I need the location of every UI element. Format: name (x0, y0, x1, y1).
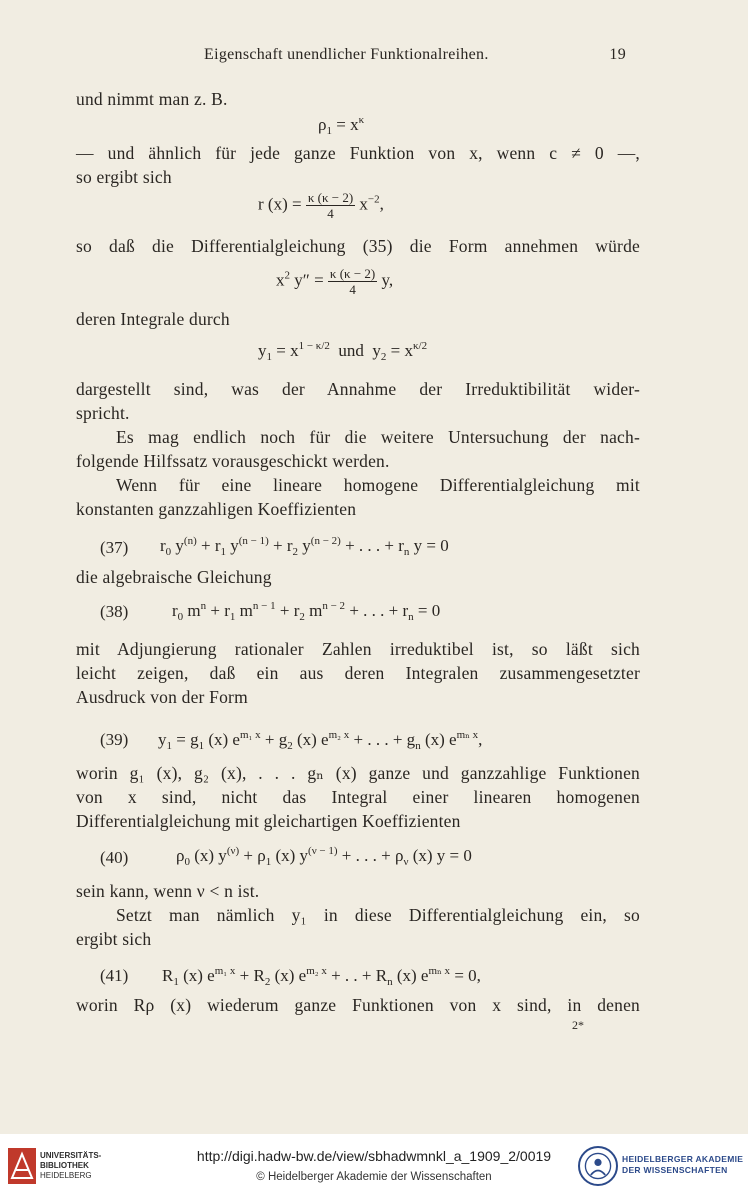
text-line: so ergibt sich (76, 167, 172, 187)
permalink-url[interactable]: http://digi.hadw-bw.de/view/sbhadwmnkl_a_1909_2/0019 (196, 1148, 552, 1164)
text-line: worin Rρ (x) wiederum ganze Funktionen von x sind, in denen (76, 995, 640, 1015)
equation-37: $r_0$ $y^{(n)} + r_1$ $y^{(n - 1)} + r_2$ $y^{(n - 2)}$ + . . . + $r_n$ y = 0 (160, 535, 449, 558)
running-title: Eigenschaft unendlicher Funktionalreihen. (204, 46, 489, 63)
text-line: konstanten ganzzahligen Koeffizienten (76, 499, 357, 519)
equation-r: r (x) = $\frac{\kappa (\kappa - 2)}{4}$ $x^{-2}$, (258, 190, 384, 221)
text-line: worin g₁ (x), g₂ (x), . . . gₙ (x) ganze und ganzzahlige Funktionen (76, 763, 640, 783)
text-line: und nimmt man z. B. (76, 89, 228, 109)
text-line: Setzt man nämlich y₁ in diese Differentialgleichung ein, so (116, 905, 640, 925)
academy-seal-icon (578, 1146, 618, 1186)
text-line: spricht. (76, 403, 130, 423)
text-line: folgende Hilfssatz vorausgeschickt werden. (76, 451, 390, 471)
copyright-notice: © Heidelberger Akademie der Wissenschaften (256, 1171, 492, 1183)
library-name: UNIVERSITÄTS- BIBLIOTHEK HEIDELBERG (40, 1151, 102, 1180)
text-line: ergibt sich (76, 929, 152, 949)
equation-number: (39) (100, 730, 129, 749)
text-line: von x sind, nicht das Integral einer linearen homogenen (76, 787, 640, 807)
text-line: sein kann, wenn ν < n ist. (76, 881, 260, 901)
equation-rho1: $\rho_1 = x^\kappa$ (318, 114, 365, 137)
footer-bar (0, 1134, 748, 1197)
text-line: Differentialgleichung mit gleichartigen Koeffizienten (76, 811, 461, 831)
text-line: Wenn für eine lineare homogene Differentialgleichung mit (116, 475, 640, 495)
equation-number: (41) (100, 966, 129, 985)
text-line: Es mag endlich noch für die weitere Untersuchung der nach- (116, 427, 640, 447)
equation-number: (38) (100, 602, 129, 621)
text-line: Ausdruck von der Form (76, 687, 248, 707)
page-number: 19 (609, 46, 626, 63)
text-line: mit Adjungierung rationaler Zahlen irreduktibel ist, so läßt sich (76, 639, 640, 659)
text-line: dargestellt sind, was der Annahme der Irreduktibilität wider- (76, 379, 640, 399)
academy-name: HEIDELBERGER AKADEMIE DER WISSENSCHAFTEN (622, 1154, 744, 1175)
equation-39: $y_1 = g_1$ (x) $e^{m_1 x} + g_2$ (x) $e^{m_2 x}$ + . . . + $g_n$ (x) $e^{m_n x}$, (158, 729, 483, 752)
equation-41: $R_1$ (x) $e^{m_1 x} + R_2$ (x) $e^{m_2 x}$ + . . + $R_n$ (x) $e^{m_n x} = 0$, (162, 965, 481, 988)
equation-y1-y2: $y_1 = x^{1 - \kappa/2}$ und $y_2 = x^{\kappa/2}$ (258, 340, 428, 363)
text-line: deren Integrale durch (76, 309, 230, 329)
equation-number: (40) (100, 848, 129, 867)
text-line: leicht zeigen, daß ein aus deren Integralen zusammengesetzter (76, 663, 640, 683)
equation-number: (37) (100, 538, 129, 557)
equation-38: $r_0$ $m^n + r_1$ $m^{n - 1} + r_2$ $m^{n - 2}$ + . . . + $r_n = 0$ (172, 600, 441, 623)
signature-mark: 2* (572, 1018, 584, 1032)
equation-40: $\rho_0$ (x) $y^{(\nu)} + \rho_1$ (x) $y^{(\nu - 1)}$ + . . . + $\rho_\nu$ (x) y = 0 (176, 845, 472, 868)
equation-x2y: $x^2$ y″ = $\frac{\kappa (\kappa - 2)}{4}$ y, (276, 266, 394, 297)
text-line: so daß die Differentialgleichung (35) die Form annehmen würde (76, 236, 640, 256)
text-line: — und ähnlich für jede ganze Funktion von x, wenn c ≠ 0 —, (76, 143, 640, 163)
text-line: die algebraische Gleichung (76, 567, 272, 587)
